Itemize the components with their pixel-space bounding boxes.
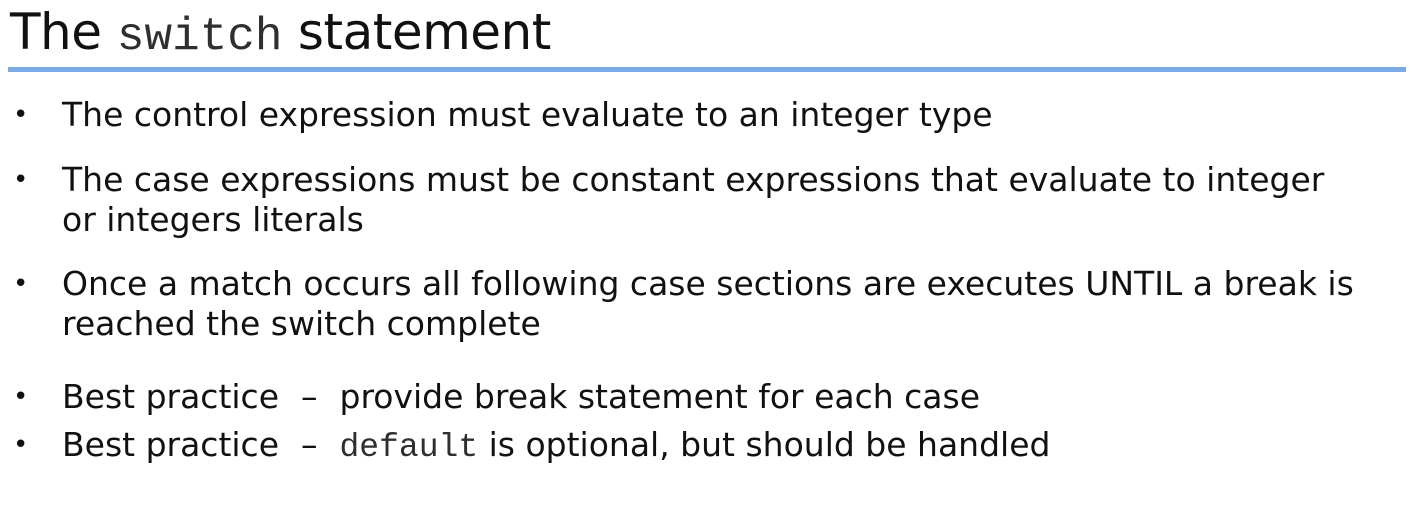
bullet-line: or integers literals <box>62 200 364 239</box>
title-divider <box>8 67 1406 72</box>
bullet-line: reached the switch complete <box>62 304 541 343</box>
best-practice-text: is optional, but should be handled <box>478 425 1051 464</box>
title-prefix: The <box>10 3 117 61</box>
bullet-dot: • <box>13 100 29 130</box>
title-code-keyword: switch <box>116 11 283 63</box>
best-practice-label: Best practice <box>62 377 279 416</box>
dash: – <box>301 425 318 464</box>
bullet-text <box>62 95 1407 135</box>
bullet-dot: • <box>13 269 29 299</box>
bullet-dot: • <box>13 165 29 195</box>
title-suffix: statement <box>282 3 551 61</box>
best-practice-label: Best practice <box>62 425 279 464</box>
bullet-text <box>62 377 1407 417</box>
best-practice-text: provide break statement for each case <box>339 377 981 416</box>
slide-title <box>10 0 551 64</box>
bullet-line: Once a match occurs all following case sections are executes UNTIL a break is <box>62 264 1354 303</box>
bullet-text <box>62 425 1407 468</box>
bullet-text <box>62 264 1407 344</box>
bullet-line: The case expressions must be constant expressions that evaluate to integer <box>62 160 1325 199</box>
bullet-text <box>62 160 1407 240</box>
default-keyword: default <box>339 429 479 466</box>
bullet-line: The control expression must evaluate to an integer type <box>62 95 993 134</box>
dash: – <box>301 377 318 416</box>
bullet-dot: • <box>13 382 29 412</box>
bullet-dot: • <box>13 430 29 460</box>
